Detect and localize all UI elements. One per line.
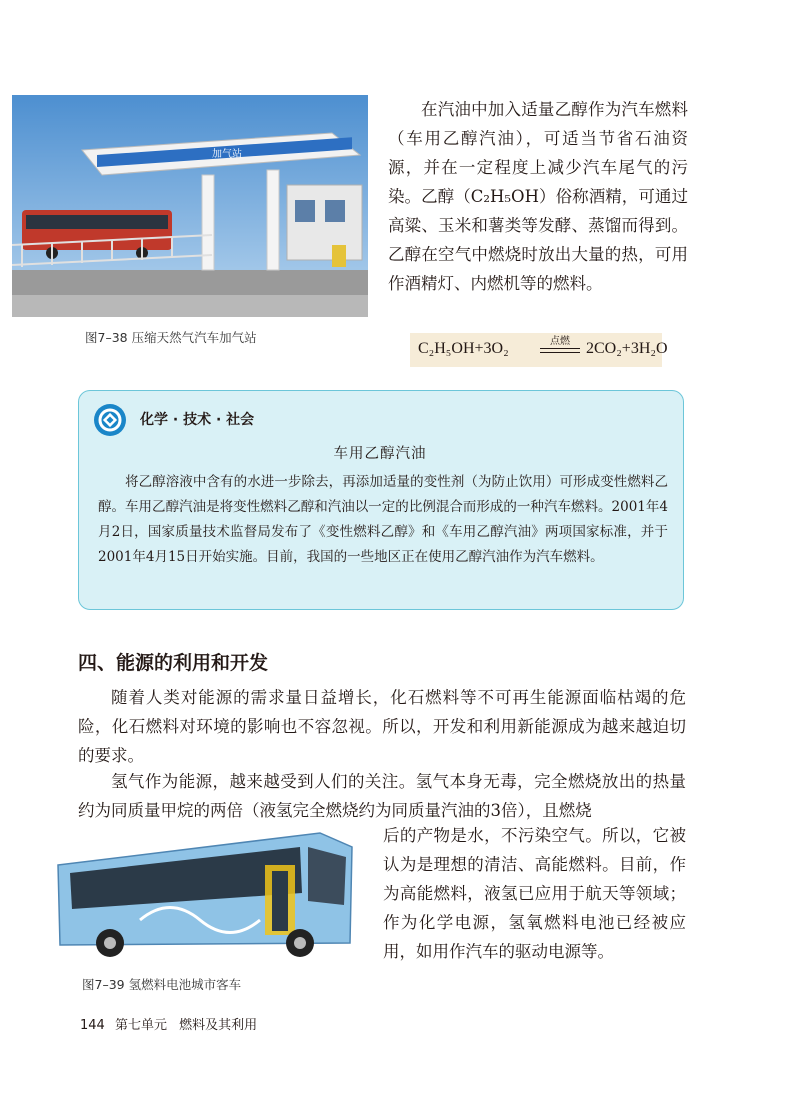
section-heading: 四、能源的利用和开发 bbox=[78, 652, 269, 674]
equation-products: 2CO₂+3H₂O bbox=[586, 340, 668, 357]
info-box-title: 车用乙醇汽油 bbox=[333, 446, 427, 462]
equation-reactants: C₂H₅OH+3O₂ bbox=[418, 340, 509, 357]
combustion-equation bbox=[410, 333, 668, 367]
hydrogen-paragraph-part-1: 氢气作为能源，越来越受到人们的关注。氢气本身无毒，完全燃烧放出的热量约为同质量甲烷的两倍（液氢完全燃烧约为同质量汽油的3倍），且燃烧 bbox=[78, 772, 686, 820]
info-box-label: 化学 · 技术 · 社会 bbox=[140, 412, 255, 428]
hydrogen-bus-illustration bbox=[50, 825, 365, 963]
figure-7-38-caption: 图7–38 压缩天然气汽车加气站 bbox=[85, 330, 257, 345]
equation-equal-line-top bbox=[540, 348, 580, 349]
canopy-sign: 加气站 bbox=[212, 149, 242, 160]
unit-label: 第七单元 bbox=[114, 1018, 167, 1033]
figure-7-38-image bbox=[12, 95, 368, 317]
energy-paragraph-1: 随着人类对能源的需求量日益增长，化石燃料等不可再生能源面临枯竭的危险，化石燃料对环境的影响也不容忽视。所以，开发和利用新能源成为越来越迫切的要求。 bbox=[78, 688, 686, 765]
equation-condition: 点燃 bbox=[550, 336, 570, 347]
unit-title: 燃料及其利用 bbox=[179, 1018, 258, 1033]
page-number: 144 bbox=[80, 1018, 105, 1033]
figure-7-39-caption: 图7–39 氢燃料电池城市客车 bbox=[82, 977, 242, 992]
page-footer bbox=[80, 1014, 257, 1033]
equation-equal-line-bottom bbox=[540, 352, 580, 353]
chemistry-society-badge-icon bbox=[93, 403, 127, 437]
info-box-body: 将乙醇溶液中含有的水进一步除去，再添加适量的变性剂（为防止饮用）可形成变性燃料乙醇。车用乙醇汽油是将变性燃料乙醇和汽油以一定的比例混合而形成的一种汽车燃料。2001年4月2日，国家质量技术监督局发布了《变性燃料乙醇》和《车用乙醇汽油》两项国家标准，并于2001年4月15日开始实施。目前，我国的一些地区正在使用乙醇汽油作为汽车燃料。 bbox=[98, 474, 668, 565]
hydrogen-paragraph-part-2: 后的产物是水，不污染空气。所以，它被认为是理想的清洁、高能燃料。目前，作为高能燃料，液氢已应用于航天等领域；作为化学电源，氢氧燃料电池已经被应用，如用作汽车的驱动电源等。 bbox=[383, 826, 686, 961]
figure-7-39-image bbox=[50, 825, 365, 963]
ethanol-paragraph: 在汽油中加入适量乙醇作为汽车燃料（车用乙醇汽油），可适当节省石油资源，并在一定程度上减少汽车尾气的污染。乙醇（C₂H₅OH）俗称酒精，可通过高粱、玉米和薯类等发酵、蒸馏而得到。乙醇在空气中燃烧时放出大量的热，可用作酒精灯、内燃机等的燃料。 bbox=[388, 100, 688, 293]
gas-station-illustration bbox=[12, 95, 368, 317]
